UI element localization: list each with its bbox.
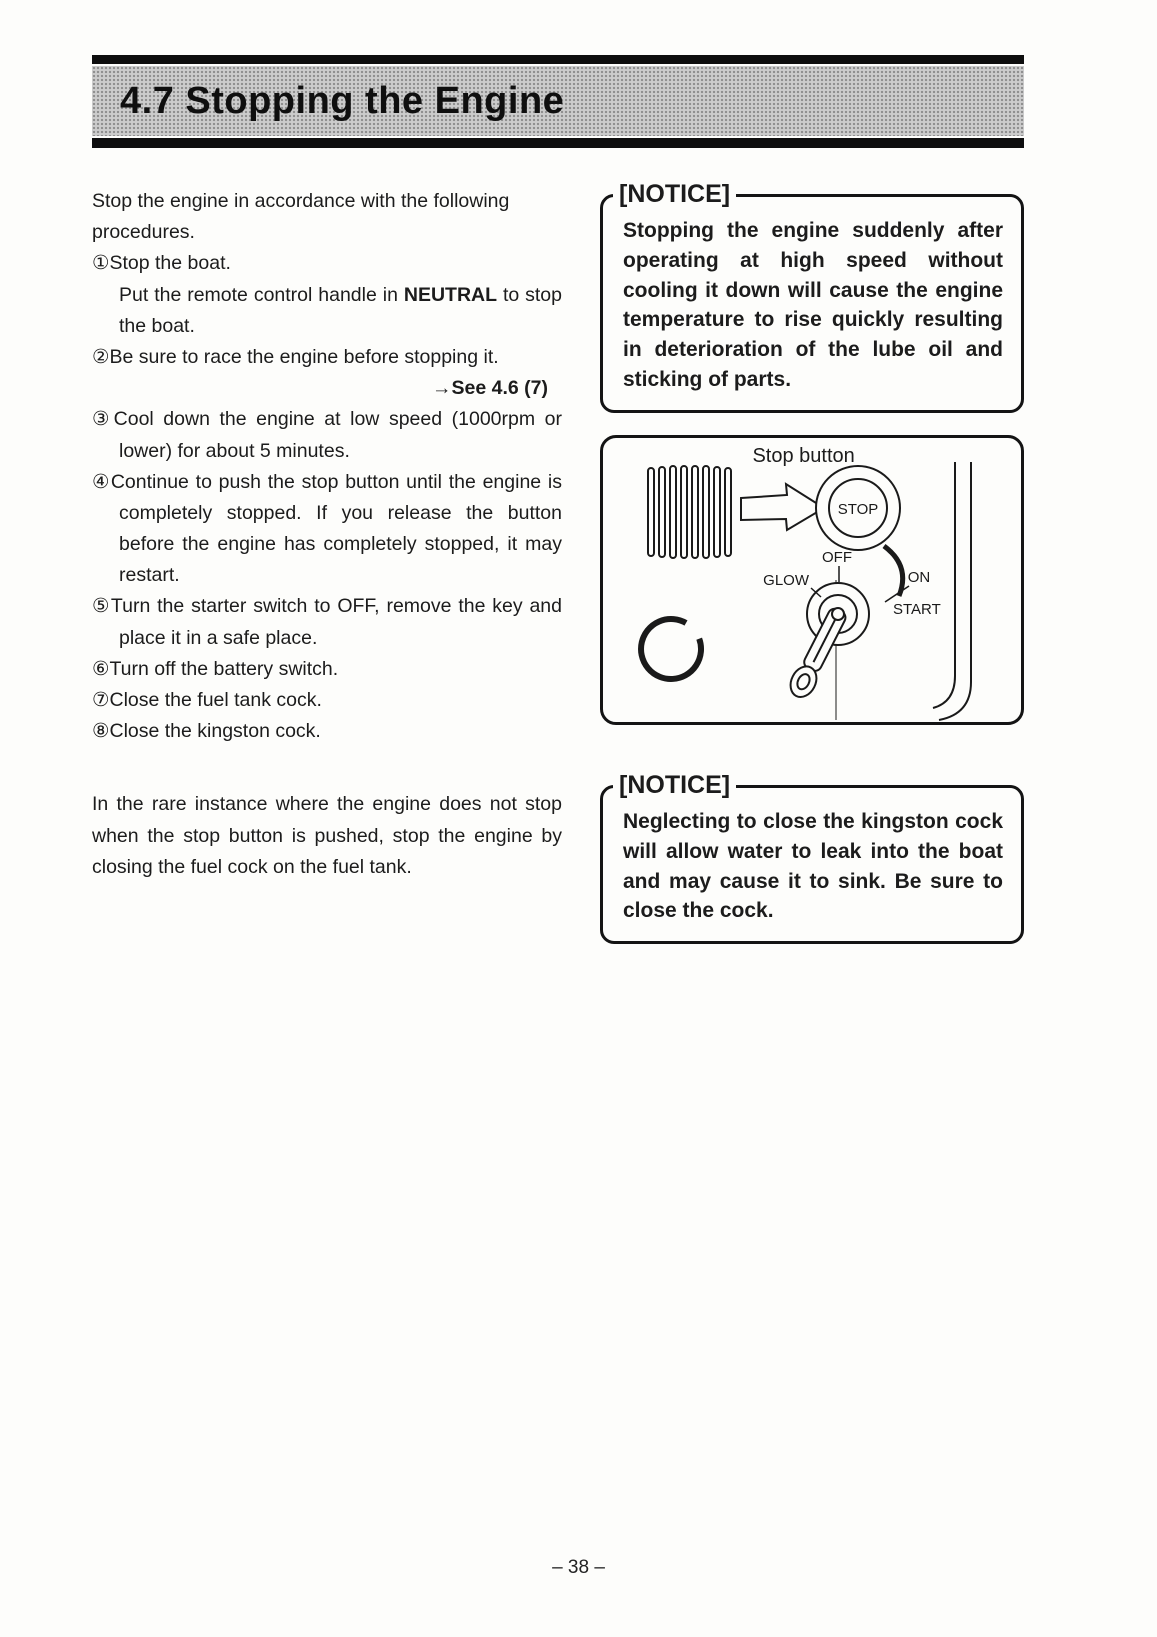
pointer-arrow-icon (741, 484, 824, 530)
step-3 (92, 404, 562, 466)
off-position-label: OFF (822, 548, 852, 566)
page-number: – 38 – (552, 1557, 605, 1578)
header-top-rule (92, 55, 1024, 64)
step-2-text: Be sure to race the engine before stopping it. (109, 345, 499, 368)
step-1-subtext (92, 280, 562, 342)
figure-caption: Stop button (752, 444, 855, 467)
step-7 (92, 685, 562, 716)
notice-column (600, 178, 1024, 944)
panel-edge-lines (933, 462, 971, 720)
see-reference: →See 4.6 (7) (432, 377, 548, 400)
stop-button-figure (600, 435, 1024, 725)
step-5-number: ⑤ (92, 595, 111, 618)
header-bottom-rule (92, 138, 1024, 148)
notice-label: [NOTICE] (613, 180, 736, 209)
notice-box-overheating (600, 180, 1024, 413)
step-6-number: ⑥ (92, 657, 110, 680)
start-position-label: START (893, 600, 941, 618)
notice-box-kingston-cock (600, 770, 1024, 944)
step-1 (92, 248, 562, 279)
step-3-text: Cool down the engine at low speed (1000rpm or lower) for about 5 minutes. (113, 408, 562, 462)
step-6 (92, 654, 562, 685)
page-content (92, 55, 1024, 944)
notice-label: [NOTICE] (613, 771, 736, 800)
control-panel-illustration (603, 462, 1021, 724)
key-slot (832, 608, 844, 620)
ring-knob-drawing (641, 619, 701, 679)
section-title: 4.7 Stopping the Engine (120, 79, 565, 122)
step-1-subtext-post: to stop the boat. (119, 283, 562, 337)
section-header (92, 66, 1024, 136)
glow-position-label: GLOW (763, 571, 809, 589)
step-2 (92, 342, 562, 373)
step-1-subtext-bold: NEUTRAL (403, 283, 498, 306)
step-8-number: ⑧ (92, 720, 110, 743)
step-1-text: Stop the boat. (109, 252, 231, 275)
step-4-text: Continue to push the stop button until the engine is completely stopped. If you release the button before the engine has completely stopped, it may restart. (110, 470, 562, 587)
step-4-number: ④ (92, 470, 111, 493)
step-3-number: ③ (92, 408, 114, 431)
step-7-number: ⑦ (92, 689, 110, 711)
step-8-text: Close the kingston cock. (109, 720, 321, 743)
vent-slats (648, 466, 731, 558)
stop-button-label: STOP (837, 500, 879, 518)
notice-text: Neglecting to close the kingston cock will allow water to leak into the boat and may cause it to sink. Be sure to close the cock. (623, 809, 1003, 923)
notice-text: Stopping the engine suddenly after operating at high speed without cooling it down will cause the engine temperature to rise quickly resulting in deterioration of the lube oil and sticking of parts. (623, 219, 1003, 392)
step-5 (92, 591, 562, 653)
body-text-column (92, 178, 562, 944)
step-1-subtext-pre: Put the remote control handle in (119, 283, 404, 306)
closing-paragraph: In the rare instance where the engine does not stop when the stop button is pushed, stop the engine by closing the fuel cock on the fuel tank. (92, 793, 562, 878)
step-6-text: Turn off the battery switch. (109, 657, 339, 680)
intro-paragraph: Stop the engine in accordance with the following procedures. (92, 190, 510, 244)
on-position-label: ON (907, 568, 931, 586)
indicator-arc (884, 546, 903, 596)
step-2-number: ② (92, 345, 110, 368)
step-7-text: Close the fuel tank cock. (109, 689, 322, 711)
step-5-text: Turn the starter switch to OFF, remove the key and place it in a safe place. (110, 595, 563, 649)
step-1-number: ① (92, 252, 110, 275)
two-column-layout (92, 178, 1024, 944)
step-8 (92, 716, 562, 747)
step-4 (92, 467, 562, 592)
